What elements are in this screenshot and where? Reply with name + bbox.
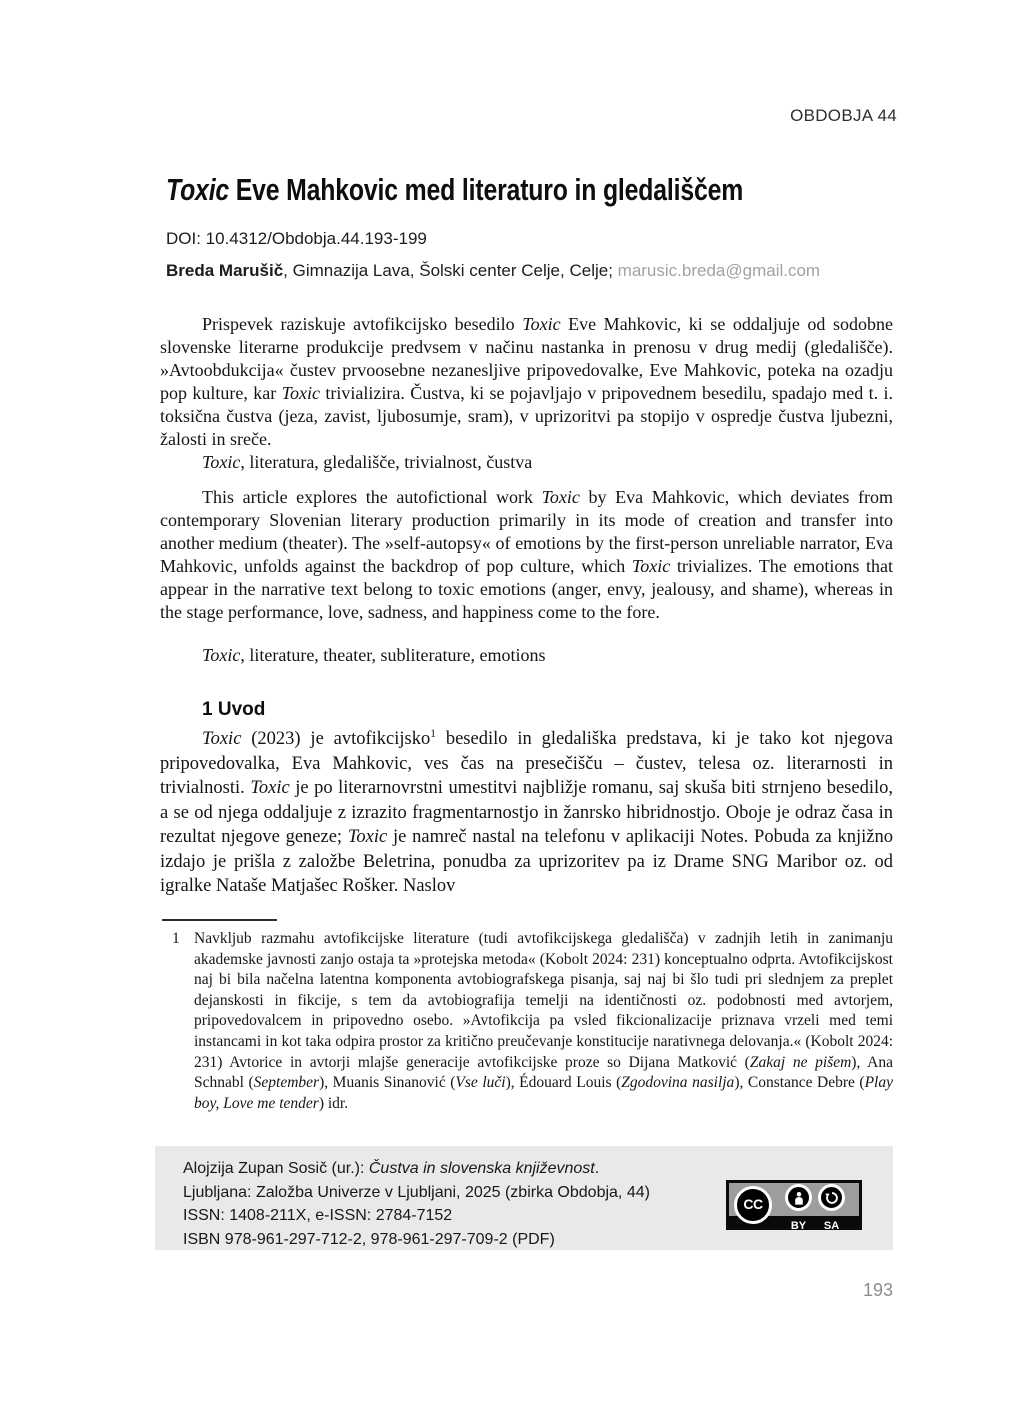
- editor-line: Alojzija Zupan Sosič (ur.): Čustva in slovenska književnost.: [183, 1160, 600, 1177]
- abstract-english: This article explores the autofictional work Toxic by Eva Mahkovic, which deviates from contemporary Slovenian literary production primarily in its mode of creation and transfer into another medium (theater). The »self-autopsy« of emotions by the first-person unreliable narrator, Eva Mahkovic, unfolds against the backdrop of pop culture, which Toxic trivializes. The emotions that appear in the narrative text belong to toxic emotions (anger, envy, jealousy, and shame), whereas in the stage performance, love, sadness, and happiness come to the fore.: [160, 487, 893, 622]
- cc-sa-label: SA: [823, 1220, 840, 1232]
- article-title: Toxic Eve Mahkovic med literaturo in gledališčem: [166, 172, 744, 207]
- cc-sa-sharealike-icon: [818, 1184, 845, 1211]
- footnote-text: Navkljub razmahu avtofikcijske literature (tudi avtofikcijskega gledališča) v zadnjih letih in zanimanju akademske javnosti zanjo ostaja ta »protejska metoda« (Kobolt 2024: 231) konceptualno odprta. Avtofikcijskost naj bi bila načelna latentna komponenta avtobiografskega pisanja, saj naj bi šlo tudi pri slednjem za preplet dejanskosti in fikcije, s tem da avtobiografija temelji na identičnosti oz. podobnosti med avtorjem, pripovedovalcem in pripovedno osebo. »Avtofikcija pa vsled fikcionalizacije priznava vrzeli med temi instancami in kot taka odpira prostor za kritično preučevanje konstitucije narativnega delovanja.« (Kobolt 2024: 231) Avtorice in avtorji mlajše generacije avtofikcijske proze so Dijana Matković (Zakaj ne pišem), Ana Schnabl (September), Muanis Sinanović (Vse luči), Édouard Louis (Zgodovina nasilja), Constance Debre (Play boy, Love me tender) idr.: [194, 930, 893, 1112]
- keywords-english: Toxic, literature, theater, subliterature, emotions: [202, 645, 546, 665]
- isbn-line: ISBN 978-961-297-712-2, 978-961-297-709-2 (PDF): [183, 1230, 555, 1248]
- running-head: [790, 106, 897, 126]
- cc-by-person-icon: [785, 1184, 812, 1211]
- publication-info-block: [155, 1146, 893, 1250]
- section-heading-uvod: 1 Uvod: [202, 699, 266, 720]
- body-paragraph: Toxic (2023) je avtofikcijsko$^1$ besedilo in gledališka predstava, ki je tako kot njegova pripovedovalka, Eva Mahkovic, ves čas na presečišču – čustev, telesa oz. literarnosti in trivialnosti. Toxic je po literarnovrstni umestitvi najbližje romanu, saj skuša biti strnjeno besedilo, a se od njega oddaljuje z izrazito fragmentarnostjo in žanrsko hibridnostjo. Oboje je odraz časa in rezultat njegove geneze; Toxic je namreč nastal na telefonu v aplikaciji Notes. Pobuda za knjižno izdajo je prišla z založbe Beletrina, ponudba za uprizoritev pa iz Drame SNG Maribor oz. od igralke Nataše Matjašec Rošker. Naslov: [160, 727, 893, 896]
- footnote-separator-rule: [162, 919, 277, 921]
- cc-by-sa-license-badge: [726, 1180, 862, 1230]
- cc-by-label: BY: [790, 1220, 807, 1232]
- journal-volume-label: OBDOBJA 44: [790, 106, 897, 125]
- footnote-1: [160, 929, 893, 1114]
- cc-logo-icon: [734, 1186, 772, 1224]
- issn-line: ISSN: 1408-211X, e-ISSN: 2784-7152: [183, 1207, 453, 1224]
- keywords-slovenian: Toxic, literatura, gledališče, trivialnost, čustva: [202, 452, 533, 472]
- page-number: 193: [862, 1280, 893, 1300]
- publisher-line: Ljubljana: Založba Univerze v Ljubljani, 2025 (zbirka Obdobja, 44): [183, 1183, 650, 1201]
- author-affiliation-line: Breda Marušič, Gimnazija Lava, Šolski center Celje, Celje; marusic.breda@gmail.com: [166, 261, 821, 280]
- abstract-slovenian: Prispevek raziskuje avtofikcijsko besedilo Toxic Eve Mahkovic, ki se oddaljuje od sodobne slovenske literarne produkcije predvsem v načinu nastanka in prenosu v drug medij (gledališče). »Avtoobdukcija« čustev prvoosebne nezanesljive pripovedovalke, Eve Mahkovic, poteka na ozadju pop kulture, kar Toxic trivializira. Čustva, ki se pojavljajo v pripovednem besedilu, spadajo med t. i. toksična čustva (jeza, zavist, ljubosumje, sram), v uprizoritvi pa stopijo v ospredje čustva ljubezni, žalosti in sreče.: [160, 314, 893, 449]
- footnote-number: 1: [172, 930, 180, 947]
- cc-logo-label: CC: [743, 1196, 763, 1213]
- doi-line: DOI: 10.4312/Obdobja.44.193-199: [166, 229, 427, 248]
